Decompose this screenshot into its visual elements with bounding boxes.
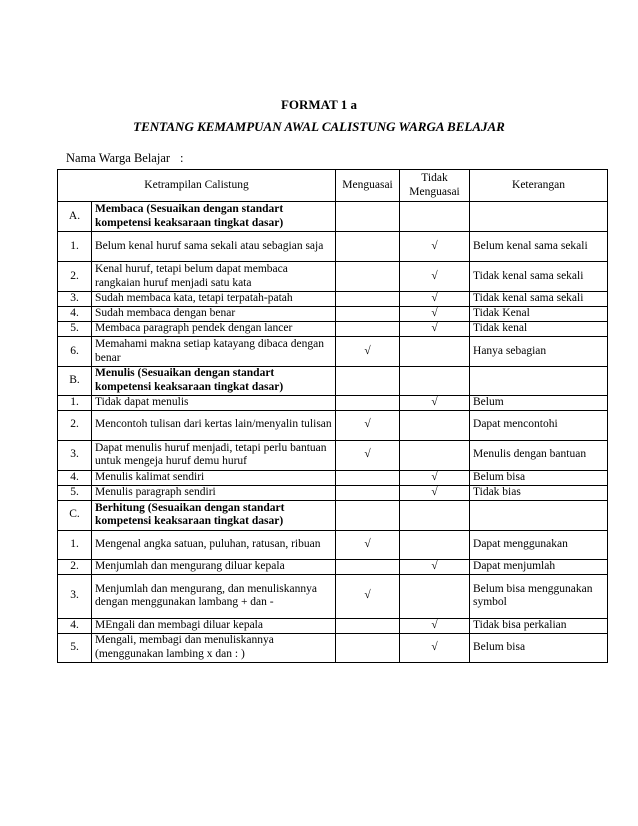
nama-colon: : <box>180 151 184 165</box>
keterangan-cell <box>470 367 608 396</box>
document-subtitle: TENTANG KEMAMPUAN AWAL CALISTUNG WARGA BELAJAR <box>133 119 505 134</box>
tidak-menguasai-cell <box>400 337 470 367</box>
row-number: 1. <box>58 232 92 262</box>
menguasai-cell <box>336 485 400 500</box>
tidak-menguasai-cell <box>400 440 470 470</box>
tidak-menguasai-cell <box>400 530 470 559</box>
menguasai-cell <box>336 470 400 485</box>
keterangan-cell: Belum bisa <box>470 470 608 485</box>
table-row <box>58 410 608 440</box>
keterangan-cell: Tidak bisa perkalian <box>470 618 608 633</box>
table-row <box>58 470 608 485</box>
table-row <box>58 292 608 307</box>
tidak-menguasai-cell: √ <box>400 262 470 292</box>
tidak-menguasai-cell: √ <box>400 618 470 633</box>
row-number: 5. <box>58 485 92 500</box>
table-row <box>58 485 608 500</box>
menguasai-cell <box>336 396 400 411</box>
section-row <box>58 202 608 232</box>
table-row <box>58 633 608 662</box>
calistung-table <box>57 169 608 663</box>
tidak-menguasai-cell <box>400 574 470 618</box>
tidak-menguasai-cell: √ <box>400 292 470 307</box>
skill-cell: Mengenal angka satuan, puluhan, ratusan, ribuan <box>92 530 336 559</box>
skill-cell: Menulis paragraph sendiri <box>92 485 336 500</box>
table-row <box>58 559 608 574</box>
skill-cell: Menulis (Sesuaikan dengan standart kompetensi keaksaraan tingkat dasar) <box>92 367 336 396</box>
row-number: 5. <box>58 633 92 662</box>
menguasai-cell <box>336 307 400 322</box>
row-number: 6. <box>58 337 92 367</box>
skill-cell: Sudah membaca kata, tetapi terpatah-patah <box>92 292 336 307</box>
tidak-menguasai-cell: √ <box>400 396 470 411</box>
skill-cell: Menjumlah dan mengurang, dan menuliskannya dengan menggunakan lambang + dan - <box>92 574 336 618</box>
skill-cell: Menulis kalimat sendiri <box>92 470 336 485</box>
keterangan-cell: Tidak kenal sama sekali <box>470 262 608 292</box>
row-number: 1. <box>58 530 92 559</box>
tidak-menguasai-cell: √ <box>400 470 470 485</box>
skill-cell: Berhitung (Sesuaikan dengan standart kompetensi keaksaraan tingkat dasar) <box>92 500 336 530</box>
menguasai-cell <box>336 262 400 292</box>
skill-cell: Memahami makna setiap katayang dibaca dengan benar <box>92 337 336 367</box>
table-row <box>58 232 608 262</box>
table-row <box>58 440 608 470</box>
nama-warga-belajar-field <box>66 151 184 166</box>
menguasai-cell: √ <box>336 530 400 559</box>
menguasai-cell: √ <box>336 410 400 440</box>
keterangan-cell: Hanya sebagian <box>470 337 608 367</box>
header-tidak-menguasai: Tidak Menguasai <box>400 170 470 202</box>
keterangan-cell: Belum bisa menggunakan symbol <box>470 574 608 618</box>
keterangan-cell: Tidak bias <box>470 485 608 500</box>
row-number: 5. <box>58 322 92 337</box>
skill-cell: Dapat menulis huruf menjadi, tetapi perlu bantuan untuk mengeja huruf demu huruf <box>92 440 336 470</box>
table-header-row <box>58 170 608 202</box>
tidak-menguasai-cell: √ <box>400 633 470 662</box>
keterangan-cell: Dapat menggunakan <box>470 530 608 559</box>
section-row <box>58 367 608 396</box>
row-number: 2. <box>58 262 92 292</box>
row-number: 4. <box>58 470 92 485</box>
menguasai-cell <box>336 618 400 633</box>
row-number: B. <box>58 367 92 396</box>
skill-cell: Membaca (Sesuaikan dengan standart kompetensi keaksaraan tingkat dasar) <box>92 202 336 232</box>
keterangan-cell: Tidak kenal sama sekali <box>470 292 608 307</box>
section-row <box>58 500 608 530</box>
skill-cell: Mengali, membagi dan menuliskannya (menggunakan lambing x dan : ) <box>92 633 336 662</box>
keterangan-cell: Belum kenal sama sekali <box>470 232 608 262</box>
row-number: A. <box>58 202 92 232</box>
table-row <box>58 396 608 411</box>
skill-cell: Kenal huruf, tetapi belum dapat membaca rangkaian huruf menjadi satu kata <box>92 262 336 292</box>
tidak-menguasai-cell <box>400 500 470 530</box>
skill-cell: Mencontoh tulisan dari kertas lain/menyalin tulisan <box>92 410 336 440</box>
table-row <box>58 530 608 559</box>
menguasai-cell <box>336 322 400 337</box>
keterangan-cell <box>470 500 608 530</box>
menguasai-cell <box>336 633 400 662</box>
menguasai-cell <box>336 292 400 307</box>
row-number: 3. <box>58 292 92 307</box>
header-skill: Ketrampilan Calistung <box>58 170 336 202</box>
menguasai-cell: √ <box>336 574 400 618</box>
row-number: 4. <box>58 307 92 322</box>
table-row <box>58 322 608 337</box>
skill-cell: Sudah membaca dengan benar <box>92 307 336 322</box>
skill-cell: MEngali dan membagi diluar kepala <box>92 618 336 633</box>
table-row <box>58 307 608 322</box>
keterangan-cell: Tidak Kenal <box>470 307 608 322</box>
row-number: 2. <box>58 410 92 440</box>
table-row <box>58 337 608 367</box>
skill-cell: Tidak dapat menulis <box>92 396 336 411</box>
keterangan-cell: Belum bisa <box>470 633 608 662</box>
header-keterangan: Keterangan <box>470 170 608 202</box>
row-number: C. <box>58 500 92 530</box>
skill-cell: Menjumlah dan mengurang diluar kepala <box>92 559 336 574</box>
menguasai-cell <box>336 232 400 262</box>
header-menguasai: Menguasai <box>336 170 400 202</box>
tidak-menguasai-cell <box>400 202 470 232</box>
menguasai-cell: √ <box>336 440 400 470</box>
keterangan-cell: Menulis dengan bantuan <box>470 440 608 470</box>
skill-cell: Belum kenal huruf sama sekali atau sebagian saja <box>92 232 336 262</box>
table-row <box>58 262 608 292</box>
document-title: FORMAT 1 a <box>280 97 358 112</box>
keterangan-cell: Dapat mencontohi <box>470 410 608 440</box>
row-number: 3. <box>58 574 92 618</box>
keterangan-cell: Dapat menjumlah <box>470 559 608 574</box>
menguasai-cell <box>336 559 400 574</box>
row-number: 1. <box>58 396 92 411</box>
tidak-menguasai-cell: √ <box>400 307 470 322</box>
table-row <box>58 574 608 618</box>
tidak-menguasai-cell <box>400 410 470 440</box>
nama-label: Nama Warga Belajar <box>66 151 171 165</box>
row-number: 4. <box>58 618 92 633</box>
keterangan-cell: Tidak kenal <box>470 322 608 337</box>
table-row <box>58 618 608 633</box>
tidak-menguasai-cell: √ <box>400 232 470 262</box>
row-number: 3. <box>58 440 92 470</box>
tidak-menguasai-cell: √ <box>400 559 470 574</box>
menguasai-cell: √ <box>336 337 400 367</box>
keterangan-cell: Belum <box>470 396 608 411</box>
menguasai-cell <box>336 367 400 396</box>
tidak-menguasai-cell <box>400 367 470 396</box>
skill-cell: Membaca paragraph pendek dengan lancer <box>92 322 336 337</box>
tidak-menguasai-cell: √ <box>400 485 470 500</box>
menguasai-cell <box>336 202 400 232</box>
keterangan-cell <box>470 202 608 232</box>
menguasai-cell <box>336 500 400 530</box>
row-number: 2. <box>58 559 92 574</box>
tidak-menguasai-cell: √ <box>400 322 470 337</box>
